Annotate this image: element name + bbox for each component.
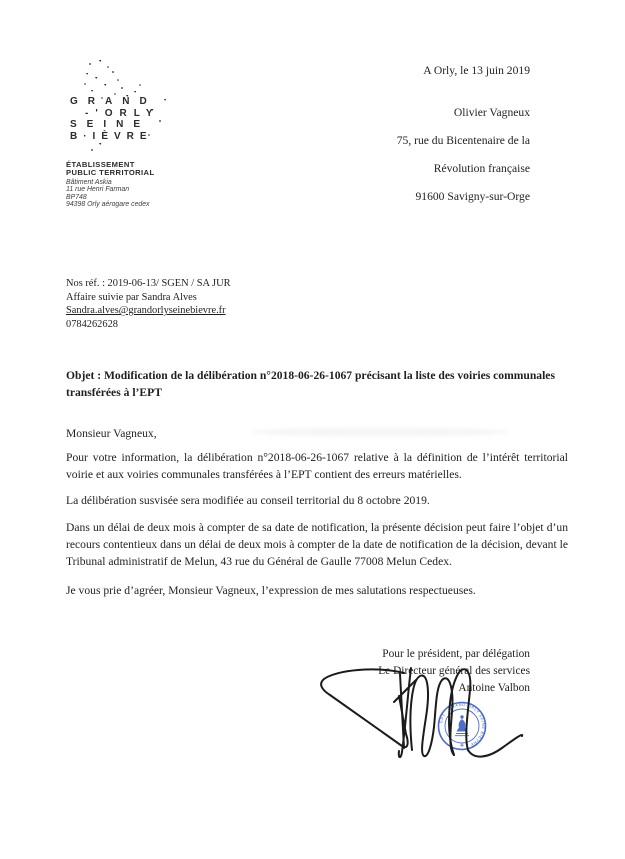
logo-line: -'ORLY: [85, 107, 160, 119]
recipient-line: Olivier Vagneux: [453, 106, 530, 119]
case-handler-line: Affaire suivie par Sandra Alves: [66, 291, 197, 303]
contact-email: Sandra.alves@grandorlyseinebievre.fr: [66, 305, 226, 317]
letter-body: [66, 426, 568, 609]
logo-line: B·IÈVRE: [70, 130, 153, 142]
logo-line: SEINE: [70, 119, 151, 131]
recipient-address: [397, 99, 530, 211]
signature-line: Le Directeur général des services: [378, 664, 530, 677]
logo-line: GRAND: [70, 96, 157, 107]
body-paragraph: Je vous prie d’agréer, Monsieur Vagneux, l’expression de mes salutations respectueuses.: [66, 583, 476, 597]
recipient-line: 75, rue du Bicentenaire de la: [396, 134, 530, 147]
org-type-line: PUBLIC TERRITORIAL: [66, 167, 155, 177]
recipient-line: Révolution française: [433, 162, 530, 175]
body-paragraph: Dans un délai de deux mois à compter de sa date de notification, la présente décision peut faire l’objet d’un recours contentieux dans un délai de deux mois à compter de la date de notification de la décision, devant le Tribunal administratif de Melun, 43 rue du Général de Gaulle 77008 Melun Cedex.: [66, 521, 568, 568]
reference-line: Nos réf. : 2019-06-13/ SGEN / SA JUR: [66, 278, 231, 289]
signatory-name: Antoine Valbon: [458, 681, 530, 694]
org-type-line: ÉTABLISSEMENT: [66, 160, 135, 169]
body-paragraph: Pour votre information, la délibération n°2018-06-26-1067 relative à la définition de l’intérêt territorial voirie et aux voiries communales transférées à l’EPT contient des erreurs matérielles.: [66, 450, 568, 481]
org-address: [66, 179, 154, 208]
recipient-line: 91600 Savigny-sur-Orge: [415, 190, 530, 203]
reference-block: [66, 277, 231, 331]
org-address-line: Bâtiment Askia: [66, 179, 112, 187]
org-address-line: BP748: [66, 193, 87, 201]
subject-line: Objet : Modification de la délibération n°2018-06-26-1067 précisant la liste des voiries communales transférées à l’EPT: [66, 369, 555, 399]
org-address-line: 11 rue Henri Farman: [66, 186, 130, 194]
stamp-ring-text: EPT · GRAND-ORLY SEINE BIÈVRE ·: [438, 701, 487, 750]
handwritten-signature: [316, 662, 534, 762]
signature-line: Pour le président, par délégation: [382, 648, 530, 660]
letterhead-org-block: [66, 161, 154, 208]
salutation: Monsieur Vagneux,: [66, 427, 157, 440]
org-logo: [70, 96, 160, 142]
contact-phone: 0784262628: [66, 318, 118, 330]
letter-date: A Orly, le 13 juin 2019: [423, 64, 530, 77]
body-paragraph: La délibération susvisée sera modifiée au conseil territorial du 8 octobre 2019.: [66, 494, 430, 508]
org-address-line: 94398 Orly aérogare cedex: [66, 201, 150, 209]
